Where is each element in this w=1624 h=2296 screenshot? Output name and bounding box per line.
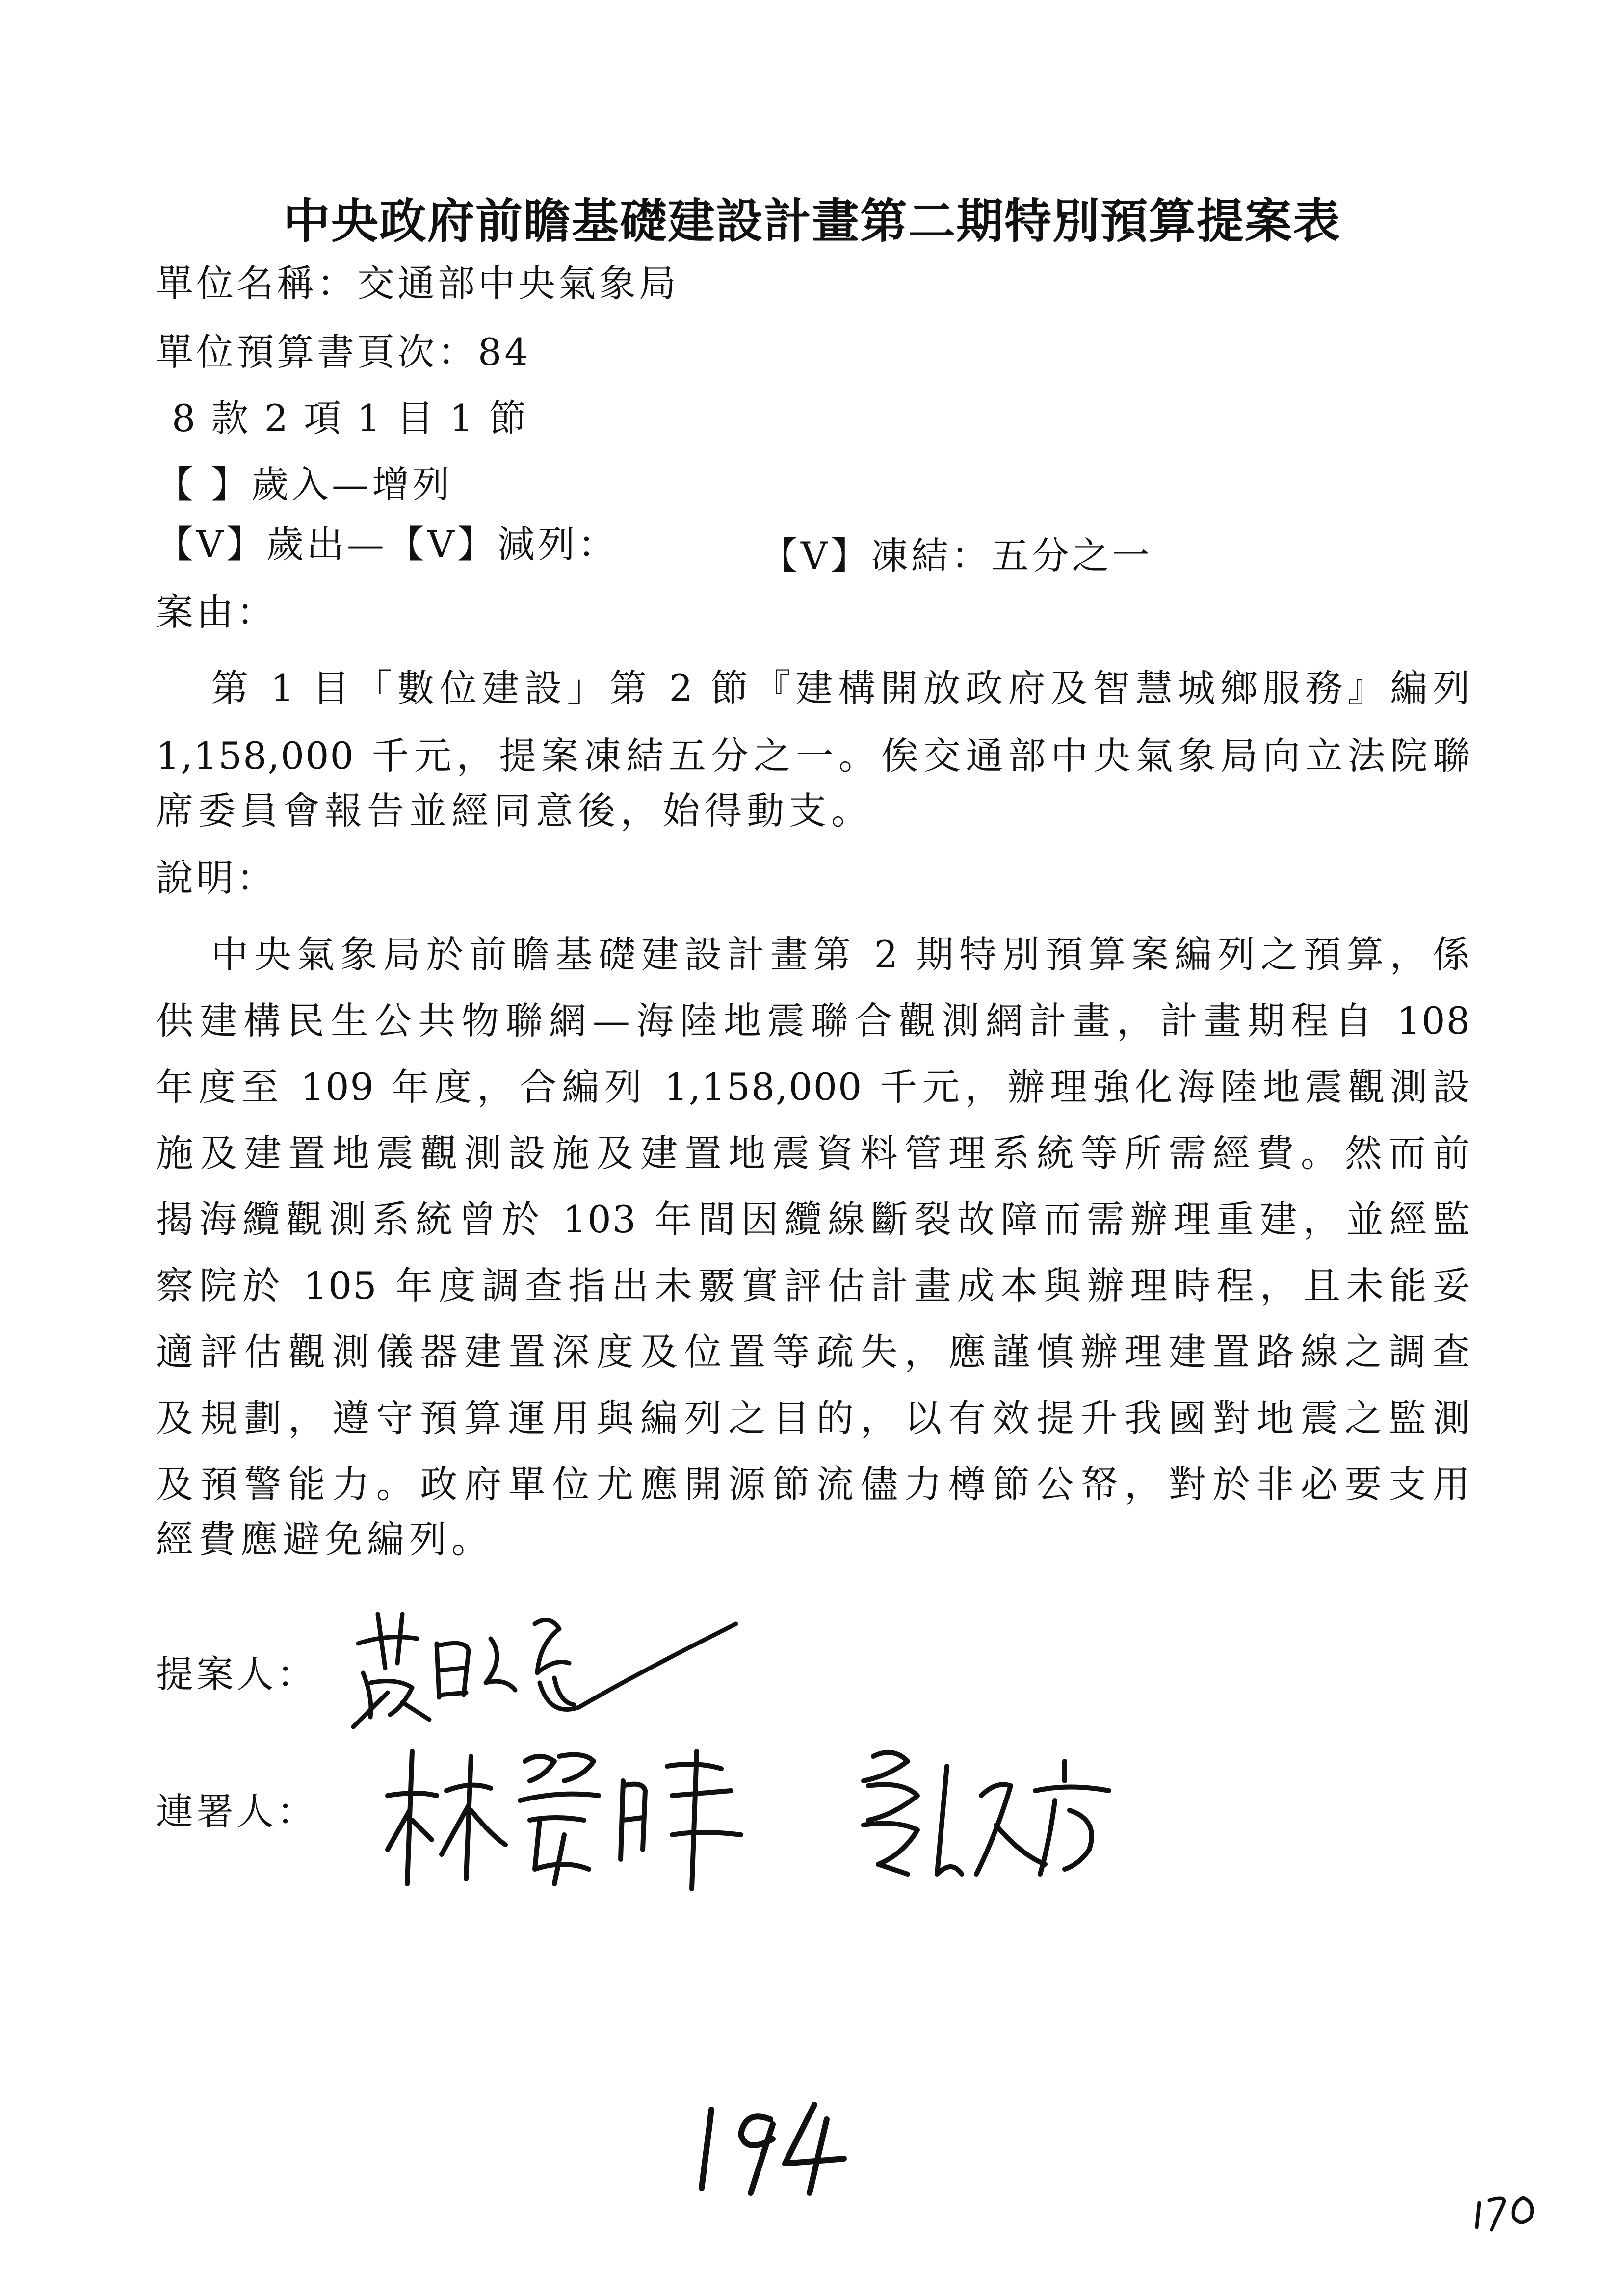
explanation-line: 中央氣象局於前瞻基礎建設計畫第 2 期特別預算案編列之預算，係 (211, 933, 1471, 976)
explanation-line: 察院於 105 年度調查指出未覈實評估計畫成本與辦理時程，且未能妥 (156, 1264, 1471, 1307)
proposer-signature (343, 1585, 746, 1732)
expense-line: 【V】歲出—【V】減列： (156, 522, 618, 566)
explanation-line: 經費應避免編列。 (156, 1517, 494, 1561)
explanation-line: 年度至 109 年度，合編列 1,158,000 千元，辦理強化海陸地震觀測設 (156, 1065, 1471, 1109)
explanation-line: 揭海纜觀測系統曾於 103 年間因纜線斷裂故障而需辦理重建，並經監 (156, 1198, 1471, 1241)
freeze-line: 【V】凍結：五分之一 (760, 534, 1153, 577)
cosigner-signature (378, 1722, 760, 1908)
explanation-line: 及規劃，遵守預算運用與編列之目的，以有效提升我國對地震之監測 (156, 1396, 1471, 1440)
explanation-label: 說明： (156, 856, 277, 900)
case-line: 1,158,000 千元，提案凍結五分之一。俟交通部中央氣象局向立法院聯 (156, 734, 1471, 778)
cosigner-signature-2 (834, 1727, 1187, 1904)
explanation-line: 供建構民生公共物聯網—海陸地震聯合觀測網計畫，計畫期程自 108 (156, 999, 1471, 1043)
case-label: 案由： (156, 590, 277, 634)
revenue-line: 【 】歲入—增列 (156, 463, 453, 506)
proposer-label: 提案人： (156, 1652, 317, 1696)
budget-page: 單位預算書頁次：84 (156, 330, 531, 374)
explanation-line: 適評估觀測儀器建置深度及位置等疏失，應謹慎辦理建置路線之調查 (156, 1330, 1471, 1374)
explanation-line: 及預警能力。政府單位尤應開源節流儘力樽節公帑，對於非必要支用 (156, 1462, 1471, 1506)
explanation-line: 施及建置地震觀測設施及建置地震資料管理系統等所需經費。然而前 (156, 1131, 1471, 1175)
document-title: 中央政府前瞻基礎建設計畫第二期特別預算提案表 (283, 193, 1341, 249)
handwritten-corner-number (1472, 2188, 1550, 2232)
case-line: 第 1 目「數位建設」第 2 節『建構開放政府及智慧城鄉服務』編列 (211, 666, 1471, 710)
item-code: 8 款 2 項 1 目 1 節 (172, 396, 528, 440)
unit-name: 單位名稱：交通部中央氣象局 (156, 261, 679, 305)
case-line: 席委員會報告並經同意後，始得動支。 (156, 789, 873, 833)
cosigner-label: 連署人： (156, 1790, 317, 1833)
handwritten-page-number (692, 2090, 854, 2203)
